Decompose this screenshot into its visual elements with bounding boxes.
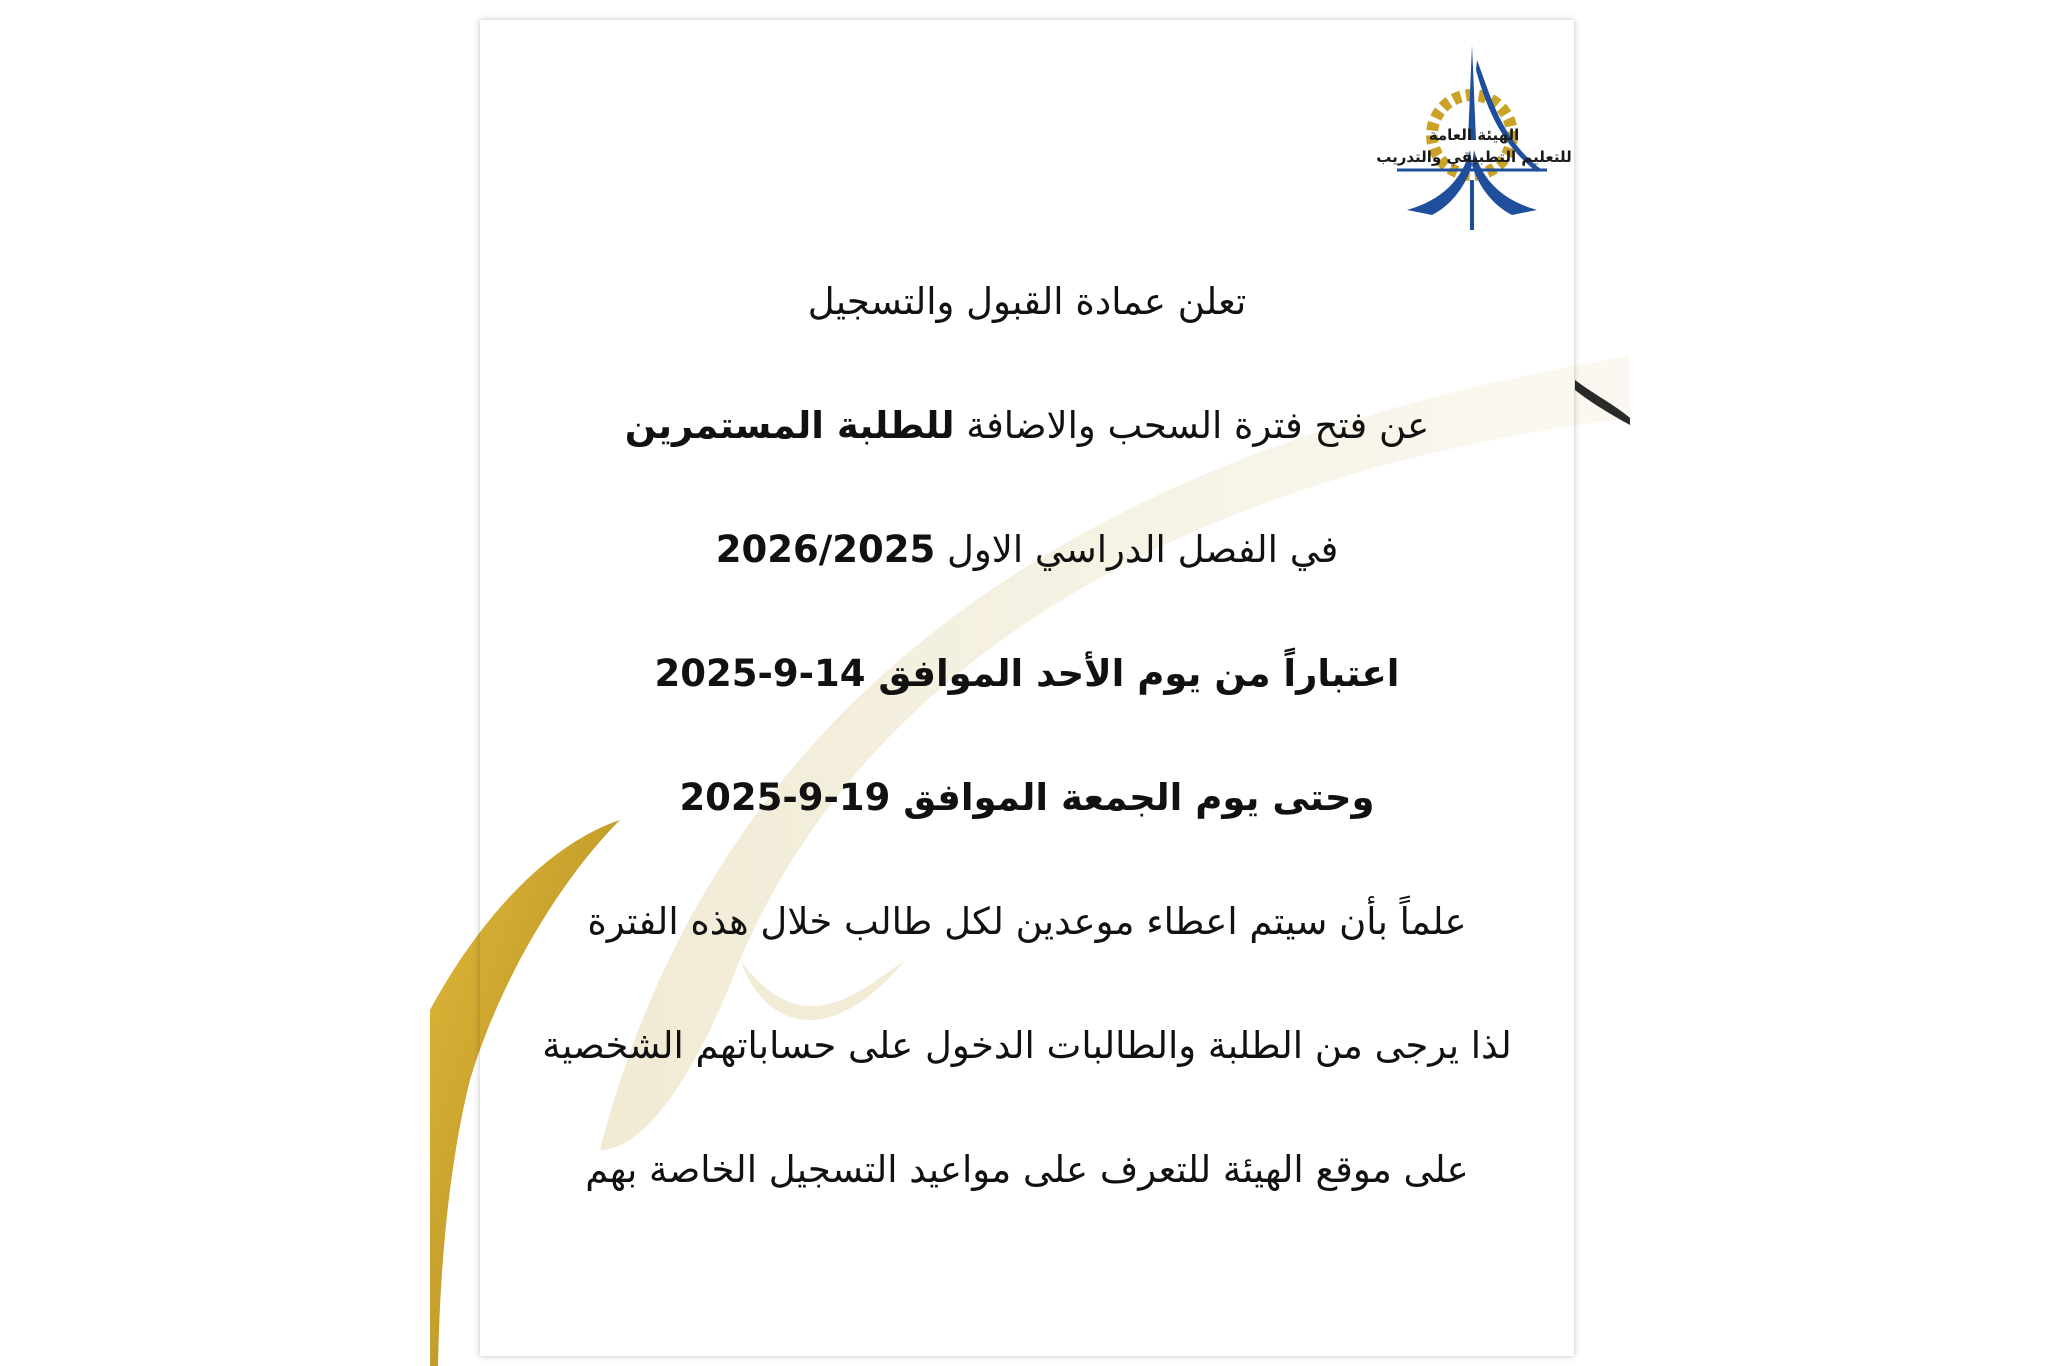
- line-3-bold: 2026/2025: [715, 528, 936, 571]
- paaet-logo: [1376, 40, 1572, 230]
- logo-name-line1: الهيئة العامة: [1428, 126, 1520, 144]
- announcement-line-5: وحتى يوم الجمعة الموافق 19-9-2025: [679, 776, 1375, 819]
- announcement-line-4: اعتباراً من يوم الأحد الموافق 14-9-2025: [654, 652, 1400, 695]
- announcement-line-3: [480, 518, 1574, 642]
- announcement-line-7: لذا يرجى من الطلبة والطالبات الدخول على حساباتهم الشخصية: [542, 1024, 1512, 1067]
- announcement-body: [480, 270, 1574, 1262]
- announcement-line-6: علماً بأن سيتم اعطاء موعدين لكل طالب خلال هذه الفترة: [587, 900, 1467, 943]
- logo-name-line2: للتعليم التطبيقي والتدريب: [1376, 148, 1572, 166]
- announcement-line-8: على موقع الهيئة للتعرف على مواعيد التسجيل الخاصة بهم: [585, 1148, 1469, 1191]
- line-3-regular: في الفصل الدراسي الاول: [946, 528, 1339, 571]
- announcement-line-2: [480, 394, 1574, 518]
- announcement-line-1: تعلن عمادة القبول والتسجيل: [807, 280, 1247, 323]
- line-2-bold: للطلبة المستمرين: [624, 404, 955, 447]
- line-2-regular: عن فتح فترة السحب والاضافة: [966, 404, 1430, 447]
